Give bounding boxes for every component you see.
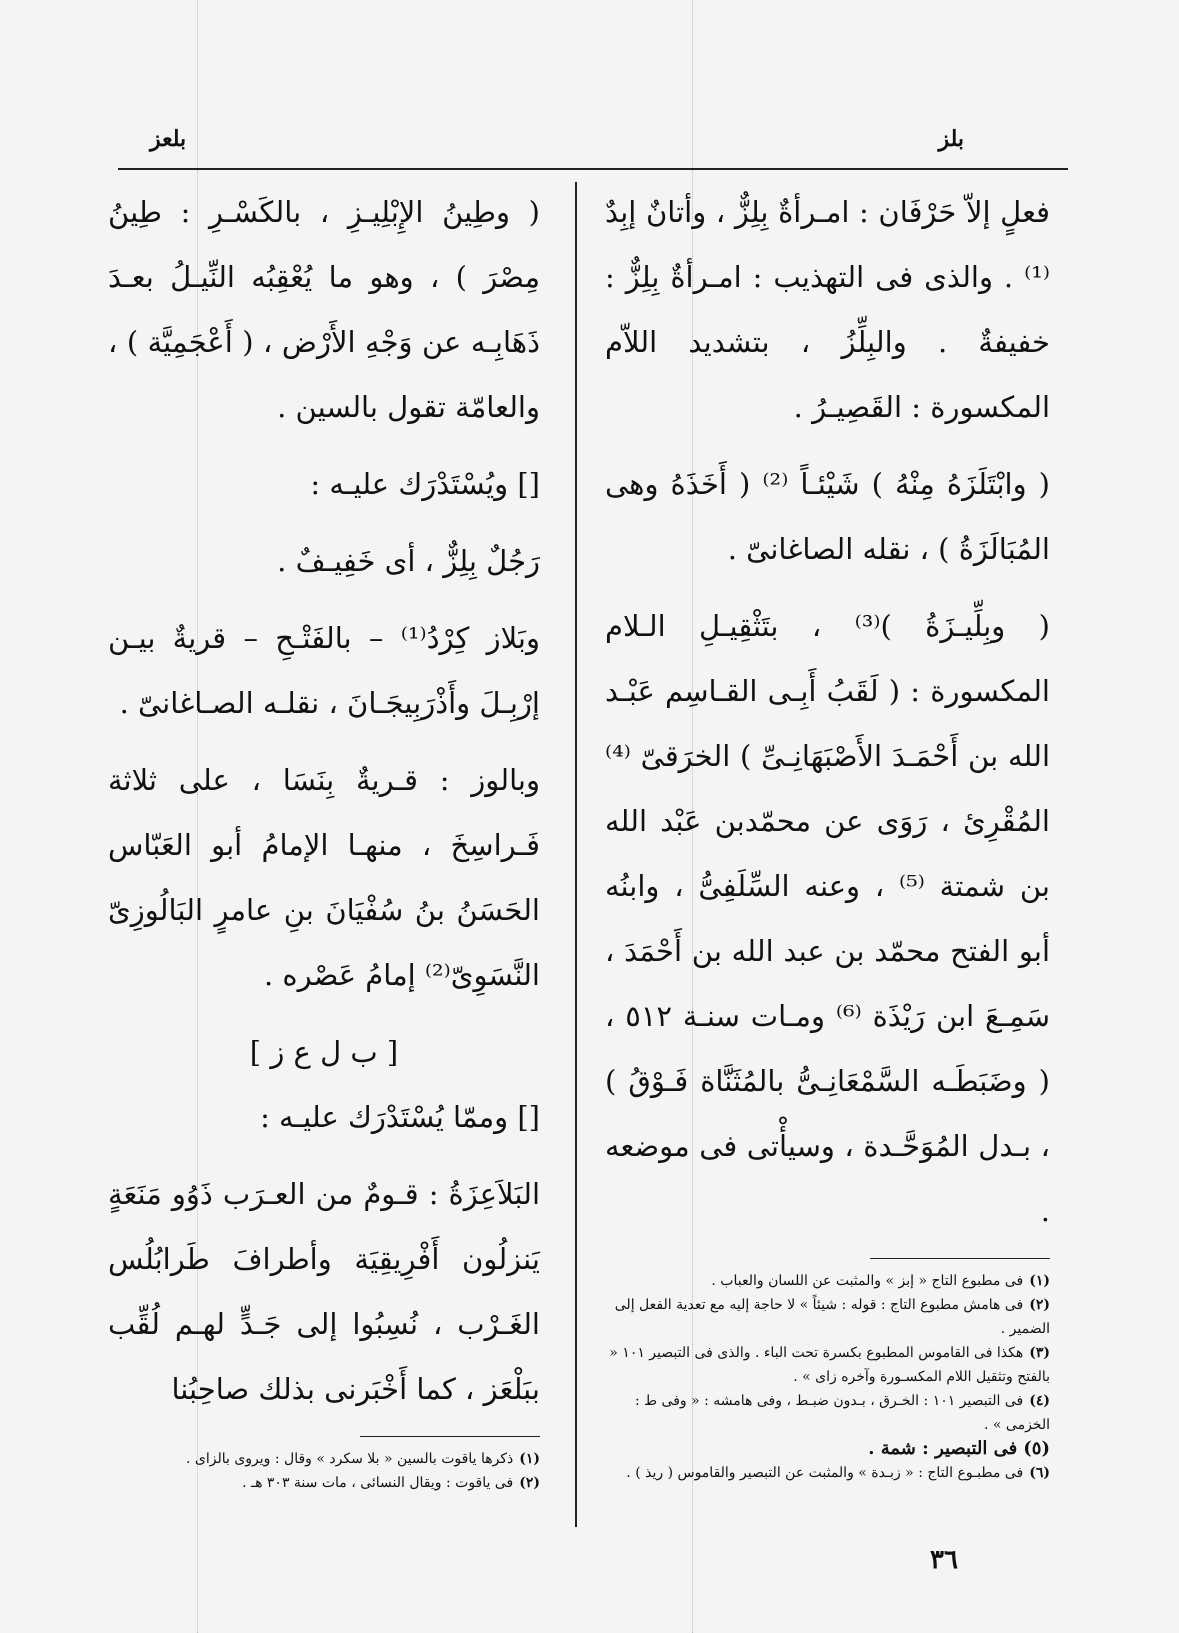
footnote	[605, 1341, 1050, 1389]
footnote-text: ذكرها ياقوت بالسين « بلا سكرد » وقال : ويروى بالزاى .	[185, 1451, 514, 1467]
footnote-text: فى ياقوت : ويقال النسائى ، مات سنة ٣٠٣ هـ .	[242, 1475, 514, 1491]
paragraph: البَلاَعِزَةُ : قـومٌ من العـرَب ذَوُو مَنَعَةٍ يَنزلُون أَفْرِيقِيَة وأطرافَ طَرابُلُس الغَـرْب ، نُسِبُوا إلى جَـدٍّ لهـم لُقِّب ببَلْعَز ، كما أَخْبَرنى بذلك صاحِبُنا	[108, 1177, 540, 1406]
footnote-number: (١)	[1029, 1273, 1050, 1289]
right-column	[605, 180, 1050, 1485]
footnote-text: فى التبصير : شمة .	[868, 1438, 1018, 1459]
paragraph: ( وابْتَلَزَهُ مِنْهُ ) شَيْئـاً ⁽²⁾ ( أَخَذَهُ وهى المُبَالَزَةُ ) ، نقله الصاغانىّ .	[605, 467, 1050, 566]
footnote-text: فى هامش مطبوع التاج : قوله : شيئاً » لا حاجة إليه مع تعدية الفعل إلى الضمير .	[614, 1297, 1050, 1337]
section-note: [] وممّا يُسْتَدْرَك عليـه :	[260, 1100, 540, 1134]
running-header-right: بلز	[938, 126, 964, 152]
footnote-number: (٤)	[1029, 1393, 1050, 1409]
left-column	[108, 180, 540, 1495]
footnote-rule	[360, 1436, 540, 1437]
footnote	[108, 1471, 540, 1495]
footnote-number: (٢)	[1029, 1297, 1050, 1313]
footnote-number: (٦)	[1029, 1465, 1050, 1481]
entry-heading: [ ب ل ع ز ]	[249, 1035, 399, 1069]
paragraph: وبَلاز كِرْدُ⁽¹⁾ – بالفَتْـحِ – قريةٌ بيـن إرْبِـلَ وأَذْرَبِيجَـانَ ، نقلـه الصـاغانىّ .	[108, 621, 540, 720]
header-rule	[118, 168, 1068, 170]
footnote-number: (٣)	[1029, 1345, 1050, 1361]
paragraph: فعلٍ إلاّ حَرْفَان : امـرأةٌ بِلِزٌّ ، وأتانٌ إبِدٌ ⁽¹⁾ . والذى فى التهذيب : امـرأةٌ بِلِزٌّ : خفيفةٌ . والبِلِّزُ ، بتشديد اللاّم المكسورة : القَصِيـرُ .	[605, 195, 1050, 424]
footnote-number: (١)	[519, 1451, 540, 1467]
footnote-text: فى التبصير ١٠١ : الخـرق ، بـدون ضبـط ، وفى هامشه : « وفى ط : الخزمى » .	[634, 1393, 1050, 1433]
paragraph: رَجُلٌ بِلِزٌّ ، أى خَفِيـفٌ .	[277, 544, 540, 578]
footnote	[605, 1269, 1050, 1293]
paragraph: ( وطِينُ الإِبْلِيـزِ ، بالكَسْـرِ : طِينُ مِصْرَ ) ، وهو ما يُعْقِبُه النِّيـلُ بعـدَ ذَهَابِـه عن وَجْهِ الأَرْض ، ( أَعْجَمِيَّة ) ، والعامّة تقول بالسين .	[108, 195, 540, 424]
column-divider	[575, 182, 577, 1527]
footnote-text: هكذا فى القاموس المطبوع بكسرة تحت الباء . والذى فى التبصير ١٠١ « بالفتح وتثقيل اللام المكسـورة وآخره زاى » .	[609, 1345, 1050, 1385]
footnote-text: فى مطبـوع التاج : « زبـدة » والمثبت عن التبصير والقاموس ( ريذ ) .	[626, 1465, 1024, 1481]
footnote-text: فى مطبوع التاج « إبز » والمثبت عن اللسان والعباب .	[711, 1273, 1024, 1289]
footnote	[108, 1447, 540, 1471]
running-header-left: بلعز	[150, 126, 187, 152]
page-number: ٣٦	[930, 1545, 958, 1575]
paragraph: ( وبِلِّيـزَةُ )⁽³⁾ ، بتَثْقِيـلِ الـلام المكسورة : ( لَقَبُ أَبِـى القـاسِم عَبْـد الله بن أَحْمَـدَ الأَصْبَهَانِـىِّ ) الخرَقىّ ⁽⁴⁾ المُقْرِئ ، رَوَى عن محمّدبن عَبْد الله بن شمتة ⁽⁵⁾ ، وعنه السِّلَفِىُّ ، وابنُه أبو الفتح محمّد بن عبد الله بن أَحْمَدَ ، سَمِـعَ ابن رَيْذَة ⁽⁶⁾ ومـات سنـة ٥١٢ ، ( وضَبَطَـه السَّمْعَانِـىُّ بالمُثَنَّاة فَـوْقُ ) ، بـدل المُوَحَّـدة ، وسيأْتى فى موضعه .	[605, 609, 1051, 1228]
footnote	[605, 1389, 1050, 1437]
footnote-rule	[870, 1258, 1050, 1259]
footnote	[605, 1461, 1050, 1485]
footnote-number: (٢)	[519, 1475, 540, 1491]
footnote	[605, 1437, 1050, 1461]
footnote	[605, 1293, 1050, 1341]
paragraph: وبالوز : قـريةٌ بِنَسَا ، على ثلاثة فَـراسِخَ ، منهـا الإمامُ أبو العَبّاس الحَسَنُ بنُ سُفْيَانَ بنِ عامرٍ البَالُوزِىّ النَّسَوِىّ⁽²⁾ إمامُ عَصْره .	[108, 763, 540, 992]
footnote-number: (٥)	[1023, 1438, 1050, 1459]
section-note: [] ويُسْتَدْرَك عليـه :	[310, 467, 540, 501]
